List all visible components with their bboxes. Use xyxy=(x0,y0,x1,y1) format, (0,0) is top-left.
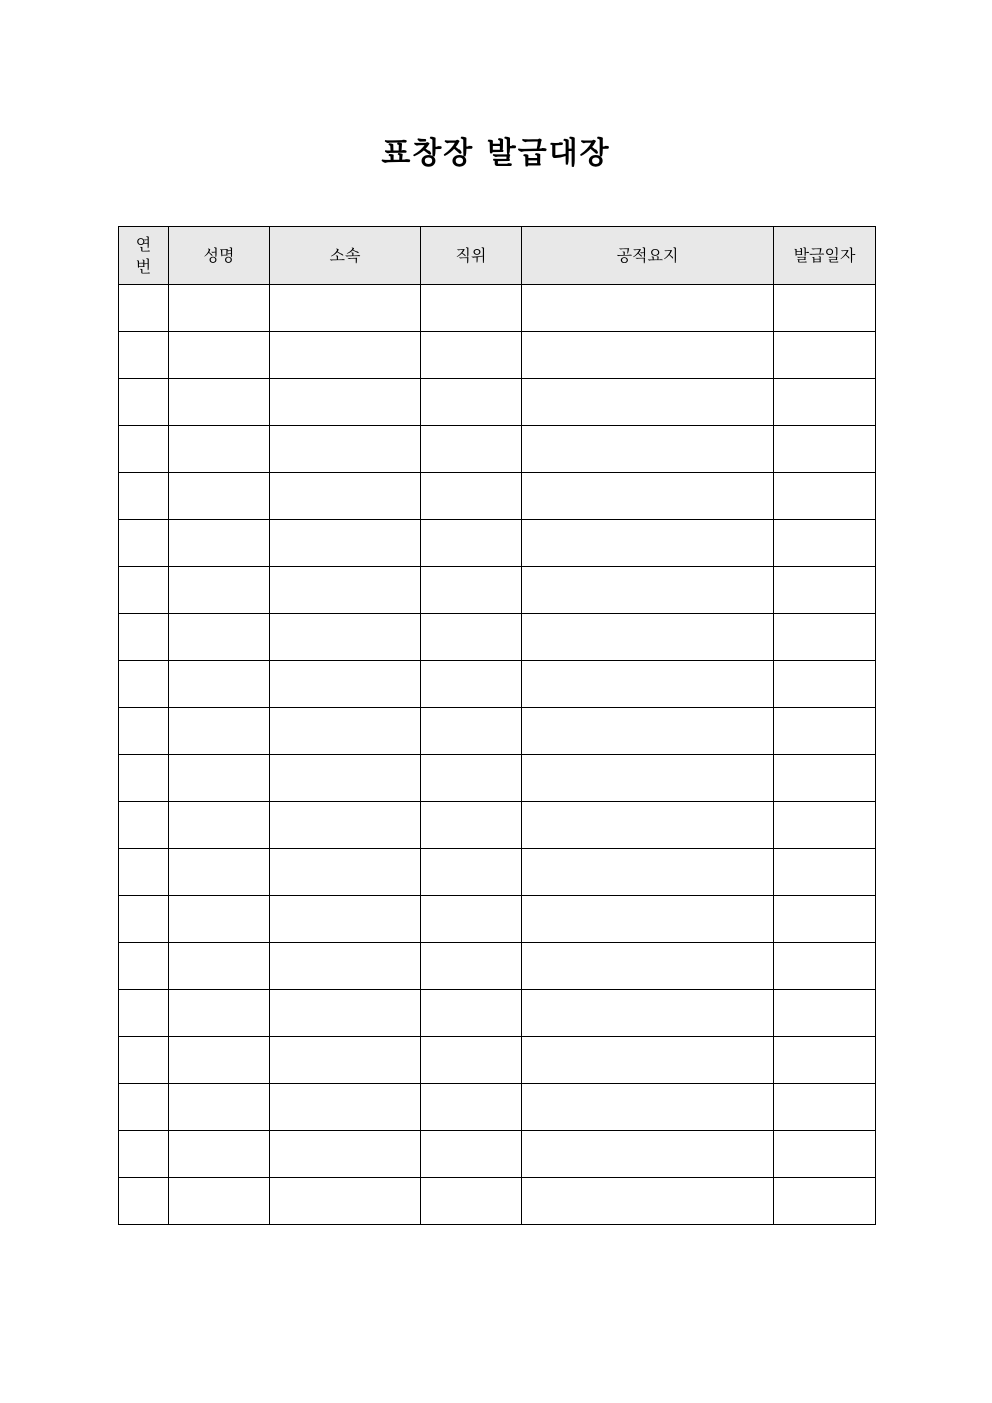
table-cell-merit-summary xyxy=(522,285,774,332)
table-row xyxy=(119,520,876,567)
table-cell-name xyxy=(169,849,270,896)
table-cell-affiliation xyxy=(270,708,421,755)
table-cell-name xyxy=(169,1131,270,1178)
table-cell-serial xyxy=(119,755,169,802)
table-cell-name xyxy=(169,473,270,520)
table-cell-serial xyxy=(119,567,169,614)
table-cell-merit-summary xyxy=(522,1178,774,1225)
table-cell-affiliation xyxy=(270,849,421,896)
table-row xyxy=(119,1084,876,1131)
table-cell-position xyxy=(421,1178,522,1225)
table-cell-issue-date xyxy=(774,802,876,849)
table-cell-issue-date xyxy=(774,332,876,379)
table-row xyxy=(119,943,876,990)
table-cell-merit-summary xyxy=(522,614,774,661)
table-cell-position xyxy=(421,802,522,849)
table-cell-affiliation xyxy=(270,802,421,849)
table-cell-position xyxy=(421,1084,522,1131)
table-cell-position xyxy=(421,1131,522,1178)
table-cell-affiliation xyxy=(270,567,421,614)
table-cell-issue-date xyxy=(774,849,876,896)
table-cell-position xyxy=(421,520,522,567)
table-cell-merit-summary xyxy=(522,943,774,990)
table-cell-issue-date xyxy=(774,1037,876,1084)
table-cell-affiliation xyxy=(270,943,421,990)
table-cell-issue-date xyxy=(774,567,876,614)
table-body xyxy=(119,285,876,1225)
table-cell-name xyxy=(169,567,270,614)
table-cell-merit-summary xyxy=(522,567,774,614)
table-cell-name xyxy=(169,614,270,661)
table-cell-position xyxy=(421,473,522,520)
table-cell-affiliation xyxy=(270,285,421,332)
table-cell-merit-summary xyxy=(522,849,774,896)
table-header-row xyxy=(119,227,876,285)
table-row xyxy=(119,1037,876,1084)
table-cell-position xyxy=(421,567,522,614)
table-cell-merit-summary xyxy=(522,379,774,426)
table-row xyxy=(119,708,876,755)
table-cell-merit-summary xyxy=(522,990,774,1037)
table-cell-name xyxy=(169,1178,270,1225)
table-cell-position xyxy=(421,943,522,990)
table-cell-issue-date xyxy=(774,520,876,567)
table-cell-merit-summary xyxy=(522,802,774,849)
table-cell-name xyxy=(169,520,270,567)
table-cell-serial xyxy=(119,1131,169,1178)
table-cell-position xyxy=(421,990,522,1037)
table-cell-name xyxy=(169,285,270,332)
table-cell-position xyxy=(421,332,522,379)
table-row xyxy=(119,990,876,1037)
table-cell-name xyxy=(169,943,270,990)
table-cell-position xyxy=(421,614,522,661)
table-row xyxy=(119,1131,876,1178)
table-cell-position xyxy=(421,896,522,943)
table-cell-position xyxy=(421,661,522,708)
table-cell-affiliation xyxy=(270,426,421,473)
table-cell-position xyxy=(421,285,522,332)
table-cell-serial xyxy=(119,849,169,896)
table-cell-name xyxy=(169,708,270,755)
table-cell-name xyxy=(169,661,270,708)
table-row xyxy=(119,473,876,520)
table-cell-name xyxy=(169,379,270,426)
column-header-serial-line2: 번 xyxy=(135,256,152,276)
table-cell-position xyxy=(421,849,522,896)
table-cell-issue-date xyxy=(774,1084,876,1131)
table-cell-name xyxy=(169,990,270,1037)
table-cell-merit-summary xyxy=(522,426,774,473)
table-cell-affiliation xyxy=(270,379,421,426)
table-row xyxy=(119,849,876,896)
table-cell-affiliation xyxy=(270,755,421,802)
table-row xyxy=(119,426,876,473)
award-register-table xyxy=(118,226,876,1225)
table-cell-serial xyxy=(119,943,169,990)
table-cell-name xyxy=(169,1084,270,1131)
table-cell-issue-date xyxy=(774,708,876,755)
table-cell-issue-date xyxy=(774,473,876,520)
table-row xyxy=(119,614,876,661)
page-title: 표창장 발급대장 xyxy=(381,136,611,171)
table-cell-affiliation xyxy=(270,661,421,708)
table-cell-serial xyxy=(119,802,169,849)
table-row xyxy=(119,755,876,802)
column-header-merit-summary: 공적요지 xyxy=(522,227,774,285)
table-cell-merit-summary xyxy=(522,896,774,943)
table-cell-merit-summary xyxy=(522,661,774,708)
table-cell-serial xyxy=(119,379,169,426)
table-cell-affiliation xyxy=(270,332,421,379)
table-cell-merit-summary xyxy=(522,473,774,520)
table-cell-merit-summary xyxy=(522,1084,774,1131)
table-row xyxy=(119,285,876,332)
table-cell-issue-date xyxy=(774,661,876,708)
table-row xyxy=(119,896,876,943)
table-cell-merit-summary xyxy=(522,1037,774,1084)
table-cell-issue-date xyxy=(774,285,876,332)
table-row xyxy=(119,332,876,379)
table-cell-serial xyxy=(119,896,169,943)
table-cell-position xyxy=(421,755,522,802)
table-cell-position xyxy=(421,1037,522,1084)
column-header-serial xyxy=(119,227,169,285)
table-row xyxy=(119,661,876,708)
table-cell-name xyxy=(169,426,270,473)
table-cell-affiliation xyxy=(270,520,421,567)
table-cell-affiliation xyxy=(270,473,421,520)
table-cell-affiliation xyxy=(270,1084,421,1131)
column-header-name: 성명 xyxy=(169,227,270,285)
table-cell-affiliation xyxy=(270,1178,421,1225)
table-cell-merit-summary xyxy=(522,708,774,755)
table-cell-position xyxy=(421,708,522,755)
table-cell-issue-date xyxy=(774,379,876,426)
table-cell-issue-date xyxy=(774,426,876,473)
table-cell-name xyxy=(169,755,270,802)
table-row xyxy=(119,379,876,426)
table-cell-issue-date xyxy=(774,896,876,943)
column-header-serial-line1: 연 xyxy=(135,234,152,254)
column-header-issue-date: 발급일자 xyxy=(774,227,876,285)
table-cell-position xyxy=(421,426,522,473)
table-row xyxy=(119,1178,876,1225)
table-cell-serial xyxy=(119,614,169,661)
table-cell-issue-date xyxy=(774,1131,876,1178)
table-cell-name xyxy=(169,802,270,849)
table-cell-merit-summary xyxy=(522,755,774,802)
table-cell-serial xyxy=(119,473,169,520)
table-row xyxy=(119,567,876,614)
table-cell-merit-summary xyxy=(522,1131,774,1178)
table-cell-affiliation xyxy=(270,614,421,661)
table-cell-name xyxy=(169,1037,270,1084)
table-cell-serial xyxy=(119,426,169,473)
column-header-affiliation: 소속 xyxy=(270,227,421,285)
table-cell-serial xyxy=(119,285,169,332)
table-row xyxy=(119,802,876,849)
table-cell-affiliation xyxy=(270,990,421,1037)
table-cell-name xyxy=(169,332,270,379)
table-cell-serial xyxy=(119,520,169,567)
table-cell-serial xyxy=(119,708,169,755)
table-cell-issue-date xyxy=(774,990,876,1037)
table-cell-serial xyxy=(119,332,169,379)
table-cell-issue-date xyxy=(774,614,876,661)
table-cell-affiliation xyxy=(270,1131,421,1178)
column-header-position: 직위 xyxy=(421,227,522,285)
table-cell-serial xyxy=(119,1178,169,1225)
table-cell-issue-date xyxy=(774,943,876,990)
table-cell-issue-date xyxy=(774,1178,876,1225)
table-cell-affiliation xyxy=(270,896,421,943)
table-cell-position xyxy=(421,379,522,426)
table-cell-merit-summary xyxy=(522,520,774,567)
table-cell-affiliation xyxy=(270,1037,421,1084)
table-cell-serial xyxy=(119,990,169,1037)
table-cell-serial xyxy=(119,1037,169,1084)
table-cell-issue-date xyxy=(774,755,876,802)
table-cell-serial xyxy=(119,661,169,708)
table-cell-name xyxy=(169,896,270,943)
table-cell-serial xyxy=(119,1084,169,1131)
table-cell-merit-summary xyxy=(522,332,774,379)
